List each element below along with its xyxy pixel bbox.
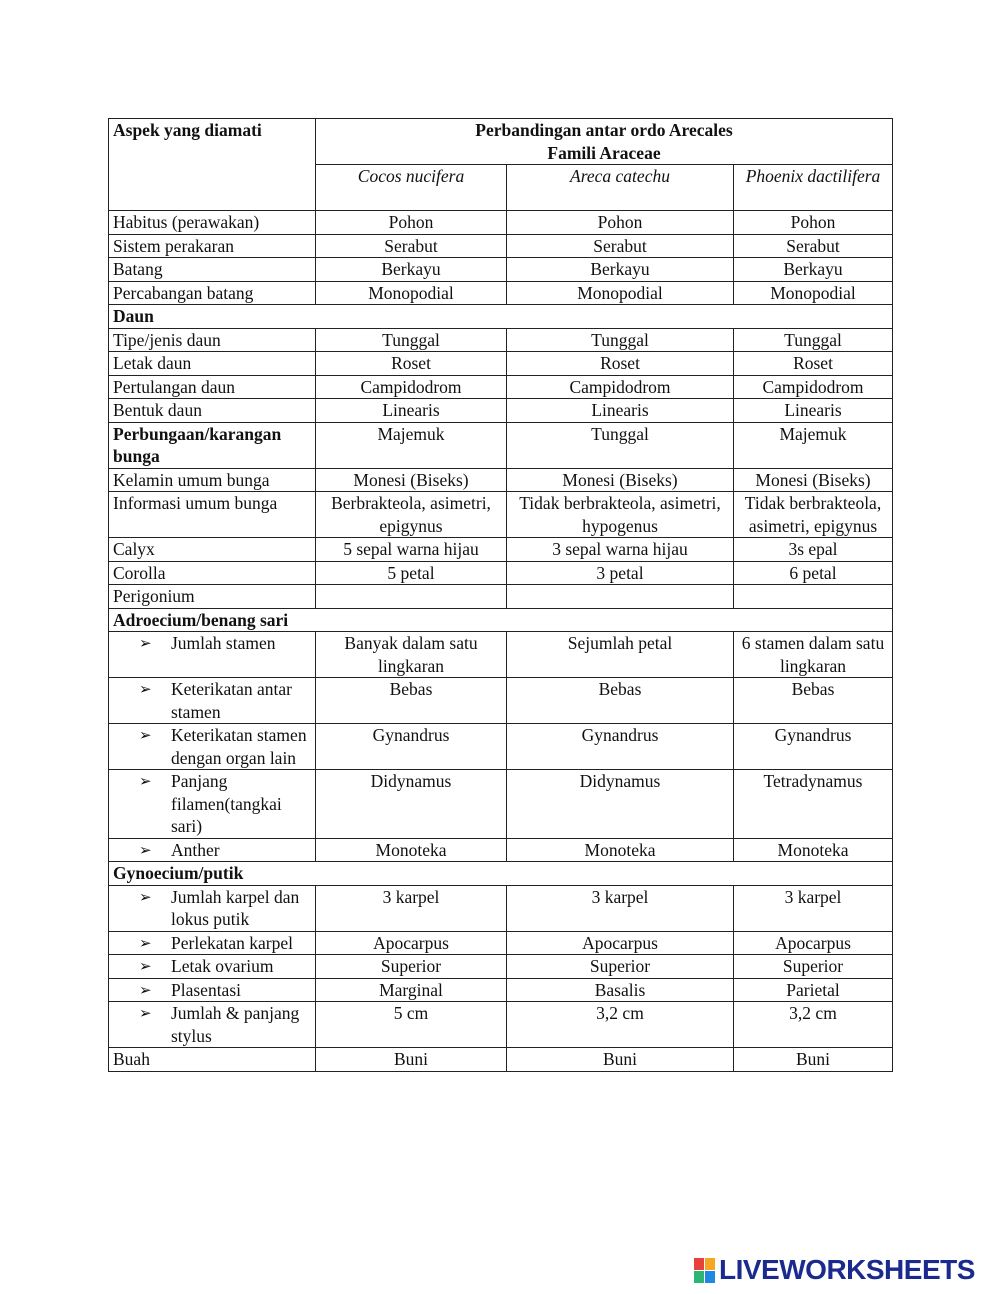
value-cell: Pohon: [507, 211, 734, 235]
table-row: [109, 931, 893, 955]
table-row: [109, 838, 893, 862]
value-cell: Berbrakteola, asimetri, epigynus: [316, 492, 507, 538]
sub-item: [113, 1002, 311, 1047]
value-cell: Didynamus: [316, 770, 507, 839]
row-label: [109, 955, 316, 979]
row-label: [109, 978, 316, 1002]
value-cell: Tunggal: [734, 328, 893, 352]
value-cell: [316, 585, 507, 609]
species-areca: Areca catechu: [507, 165, 734, 211]
table-row: [109, 352, 893, 376]
row-label-text: Anther: [171, 839, 220, 860]
value-cell: 3 karpel: [316, 885, 507, 931]
table-row: [109, 375, 893, 399]
liveworksheets-logo: [694, 1256, 975, 1284]
row-label: Perbungaan/karangan bunga: [109, 422, 316, 468]
value-cell: Pohon: [316, 211, 507, 235]
value-cell: Banyak dalam satu lingkaran: [316, 632, 507, 678]
logo-mark-icon: [694, 1258, 715, 1283]
table-row: [109, 1002, 893, 1048]
value-cell: 5 sepal warna hijau: [316, 538, 507, 562]
arrow-bullet-icon: ➢: [139, 980, 152, 999]
row-label: [109, 632, 316, 678]
row-label-text: Keterikatan antar stamen: [171, 679, 292, 722]
value-cell: 3 sepal warna hijau: [507, 538, 734, 562]
value-cell: Gynandrus: [507, 724, 734, 770]
sub-item: [113, 632, 311, 655]
table-row: [109, 258, 893, 282]
section-title: Daun: [109, 305, 893, 329]
arrow-bullet-icon: ➢: [139, 680, 152, 698]
value-cell: Monoteka: [734, 838, 893, 862]
row-label: [109, 770, 316, 839]
value-cell: Roset: [507, 352, 734, 376]
row-label: Corolla: [109, 561, 316, 585]
table-row: [109, 234, 893, 258]
value-cell: Buni: [507, 1048, 734, 1072]
value-cell: 3,2 cm: [507, 1002, 734, 1048]
value-cell: Linearis: [507, 399, 734, 423]
value-cell: Bebas: [507, 678, 734, 724]
row-label: Percabangan batang: [109, 281, 316, 305]
table-row: [109, 328, 893, 352]
comparison-title: [316, 119, 893, 165]
row-label-text: Keterikatan stamen dengan organ lain: [171, 725, 307, 768]
value-cell: Tunggal: [507, 328, 734, 352]
sub-item: [113, 932, 311, 955]
value-cell: Tunggal: [316, 328, 507, 352]
row-label-text: Perlekatan karpel: [171, 932, 293, 953]
comparison-title-line1: Perbandingan antar ordo Arecales: [475, 120, 733, 140]
value-cell: Sejumlah petal: [507, 632, 734, 678]
value-cell: Majemuk: [316, 422, 507, 468]
comparison-title-line2: Famili Araceae: [547, 142, 661, 163]
section-title: Gynoecium/putik: [109, 862, 893, 886]
value-cell: Superior: [316, 955, 507, 979]
value-cell: Didynamus: [507, 770, 734, 839]
value-cell: Linearis: [734, 399, 893, 423]
table-row: [109, 678, 893, 724]
row-label: Sistem perakaran: [109, 234, 316, 258]
section-row: [109, 862, 893, 886]
value-cell: Campidodrom: [734, 375, 893, 399]
table-row: [109, 978, 893, 1002]
value-cell: Monesi (Biseks): [507, 468, 734, 492]
value-cell: [507, 585, 734, 609]
value-cell: Superior: [507, 955, 734, 979]
table-row: [109, 632, 893, 678]
value-cell: Buni: [316, 1048, 507, 1072]
row-label: Calyx: [109, 538, 316, 562]
row-label: Buah: [109, 1048, 316, 1072]
sub-item: [113, 678, 311, 723]
value-cell: 6 petal: [734, 561, 893, 585]
section-title: Adroecium/benang sari: [109, 608, 893, 632]
value-cell: Berkayu: [316, 258, 507, 282]
arrow-bullet-icon: ➢: [139, 634, 152, 652]
value-cell: Serabut: [734, 234, 893, 258]
value-cell: Monoteka: [316, 838, 507, 862]
value-cell: Linearis: [316, 399, 507, 423]
value-cell: 5 cm: [316, 1002, 507, 1048]
row-label: Pertulangan daun: [109, 375, 316, 399]
sub-item: [113, 770, 311, 838]
arrow-bullet-icon: ➢: [139, 840, 152, 859]
value-cell: Parietal: [734, 978, 893, 1002]
value-cell: Campidodrom: [507, 375, 734, 399]
row-label: [109, 931, 316, 955]
value-cell: 3,2 cm: [734, 1002, 893, 1048]
value-cell: Majemuk: [734, 422, 893, 468]
arrow-bullet-icon: ➢: [139, 1004, 152, 1022]
table-row: [109, 211, 893, 235]
value-cell: Apocarpus: [316, 931, 507, 955]
value-cell: 3 petal: [507, 561, 734, 585]
table-row: [109, 281, 893, 305]
row-label-text: Panjang filamen(tangkai sari): [171, 771, 282, 836]
sub-item: [113, 724, 311, 769]
value-cell: Tetradynamus: [734, 770, 893, 839]
table-row: [109, 422, 893, 468]
sub-item: [113, 979, 311, 1002]
arrow-bullet-icon: ➢: [139, 772, 152, 790]
table-row: [109, 468, 893, 492]
value-cell: Serabut: [507, 234, 734, 258]
row-label: Batang: [109, 258, 316, 282]
value-cell: Gynandrus: [734, 724, 893, 770]
row-label-text: Plasentasi: [171, 979, 241, 1000]
value-cell: Tidak berbrakteola, asimetri, hypogenus: [507, 492, 734, 538]
species-cocos: Cocos nucifera: [316, 165, 507, 211]
row-label: Informasi umum bunga: [109, 492, 316, 538]
row-label: [109, 1002, 316, 1048]
value-cell: Monesi (Biseks): [316, 468, 507, 492]
value-cell: Apocarpus: [507, 931, 734, 955]
table-row: [109, 955, 893, 979]
arrow-bullet-icon: ➢: [139, 726, 152, 744]
row-label: [109, 838, 316, 862]
table-row: [109, 770, 893, 839]
sub-item: [113, 839, 311, 862]
value-cell: Monopodial: [734, 281, 893, 305]
value-cell: Marginal: [316, 978, 507, 1002]
value-cell: Berkayu: [734, 258, 893, 282]
aspect-header: Aspek yang diamati: [109, 119, 316, 211]
logo-text: LIVEWORKSHEETS: [719, 1254, 975, 1285]
value-cell: Superior: [734, 955, 893, 979]
sub-item: [113, 886, 311, 931]
table-row: [109, 399, 893, 423]
table-row: [109, 538, 893, 562]
table-row: [109, 585, 893, 609]
value-cell: 3 karpel: [734, 885, 893, 931]
value-cell: Buni: [734, 1048, 893, 1072]
comparison-table: [108, 118, 893, 1072]
row-label: Letak daun: [109, 352, 316, 376]
value-cell: Tunggal: [507, 422, 734, 468]
row-label: [109, 678, 316, 724]
row-label: Tipe/jenis daun: [109, 328, 316, 352]
header-row: [109, 119, 893, 165]
table-row: [109, 492, 893, 538]
value-cell: 6 stamen dalam satu lingkaran: [734, 632, 893, 678]
value-cell: Monopodial: [316, 281, 507, 305]
row-label: Kelamin umum bunga: [109, 468, 316, 492]
value-cell: Campidodrom: [316, 375, 507, 399]
species-phoenix: Phoenix dactilifera: [734, 165, 893, 211]
sub-item: [113, 955, 311, 978]
section-row: [109, 305, 893, 329]
value-cell: Roset: [734, 352, 893, 376]
value-cell: Monopodial: [507, 281, 734, 305]
value-cell: Basalis: [507, 978, 734, 1002]
arrow-bullet-icon: ➢: [139, 957, 152, 975]
section-row: [109, 608, 893, 632]
row-label-text: Jumlah stamen: [171, 633, 276, 653]
row-label-text: Letak ovarium: [171, 956, 274, 976]
value-cell: Tidak berbrakteola, asimetri, epigynus: [734, 492, 893, 538]
value-cell: Roset: [316, 352, 507, 376]
table-row: [109, 885, 893, 931]
value-cell: Serabut: [316, 234, 507, 258]
value-cell: Apocarpus: [734, 931, 893, 955]
table-row: [109, 724, 893, 770]
arrow-bullet-icon: ➢: [139, 887, 152, 906]
value-cell: Berkayu: [507, 258, 734, 282]
row-label-text: Jumlah karpel dan lokus putik: [171, 886, 300, 929]
value-cell: Bebas: [316, 678, 507, 724]
value-cell: Gynandrus: [316, 724, 507, 770]
row-label: Perigonium: [109, 585, 316, 609]
row-label-text: Jumlah & panjang stylus: [171, 1003, 300, 1046]
value-cell: Bebas: [734, 678, 893, 724]
value-cell: 3s epal: [734, 538, 893, 562]
value-cell: Monoteka: [507, 838, 734, 862]
value-cell: 3 karpel: [507, 885, 734, 931]
table-row: [109, 1048, 893, 1072]
table-row: [109, 561, 893, 585]
row-label: Bentuk daun: [109, 399, 316, 423]
value-cell: Pohon: [734, 211, 893, 235]
arrow-bullet-icon: ➢: [139, 933, 152, 952]
value-cell: 5 petal: [316, 561, 507, 585]
value-cell: [734, 585, 893, 609]
row-label: [109, 885, 316, 931]
row-label: Habitus (perawakan): [109, 211, 316, 235]
row-label: [109, 724, 316, 770]
value-cell: Monesi (Biseks): [734, 468, 893, 492]
